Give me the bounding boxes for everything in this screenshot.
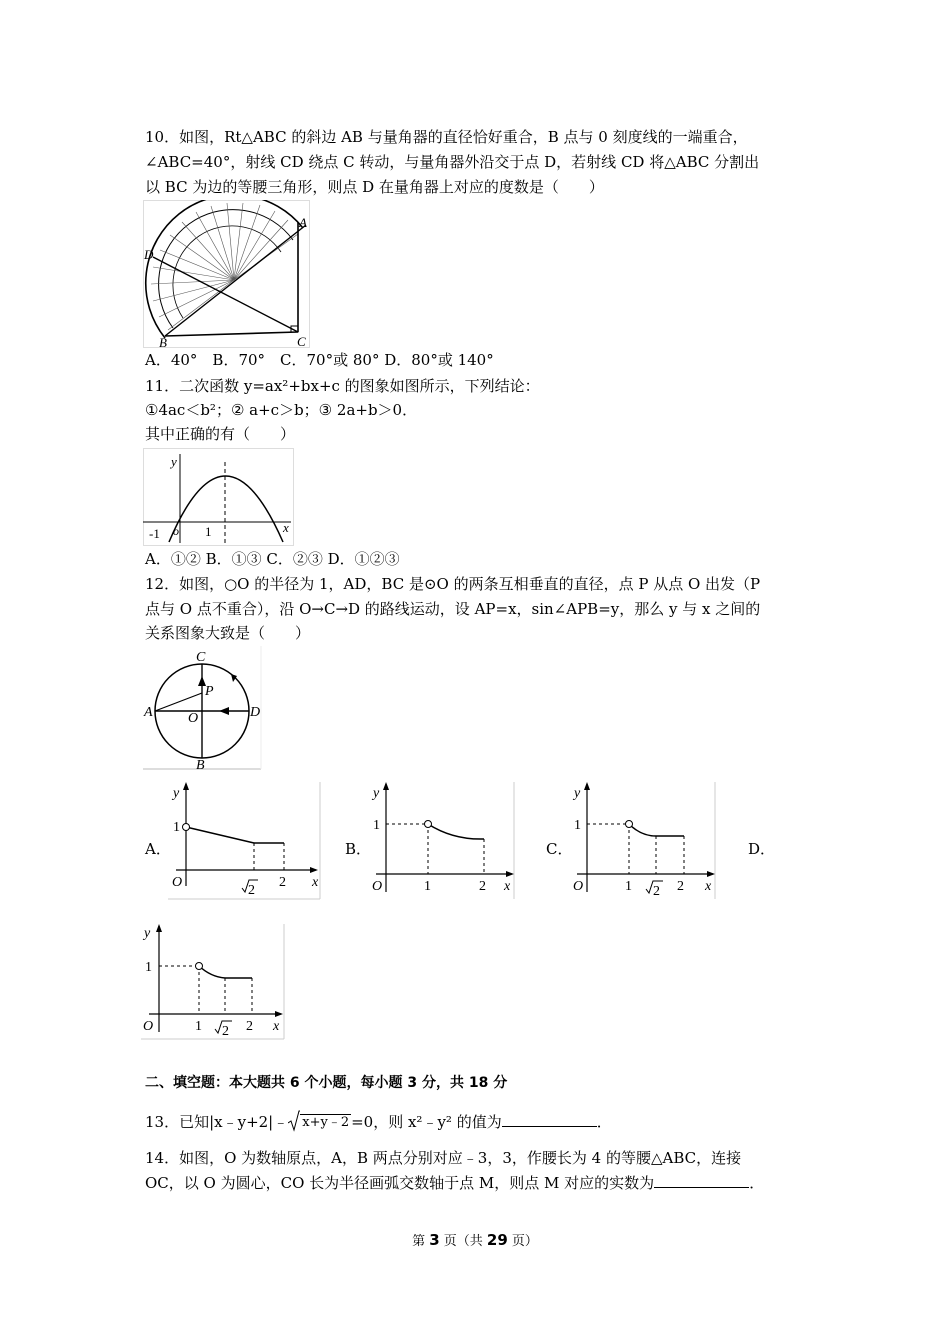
graph-c-tick-one: 1 bbox=[625, 879, 632, 894]
graph-d-root2: 2 bbox=[222, 1024, 229, 1039]
graph-b-tick-one: 1 bbox=[424, 879, 431, 894]
q11-line-3: 其中正确的有（ ） bbox=[145, 425, 296, 443]
q12-graph-d bbox=[141, 924, 287, 1040]
q13-end: ． bbox=[596, 1113, 612, 1131]
graph-b-two: 2 bbox=[479, 879, 486, 894]
q11-line-2: ①4ac＜b²；② a+c＞b；③ 2a+b＞0． bbox=[145, 401, 418, 419]
label-x: x bbox=[283, 520, 289, 535]
q14-line-2 bbox=[145, 1173, 764, 1193]
q14-line-1: 14．如图，O 为数轴原点，A，B 两点分别对应﹣3，3，作腰长为 4 的等腰△ABC，连接 bbox=[145, 1149, 742, 1167]
label-A: A bbox=[144, 705, 153, 720]
graph-a-x: x bbox=[312, 875, 319, 890]
label-C: C bbox=[297, 334, 306, 348]
label-D: D bbox=[250, 705, 261, 720]
q13-answer-blank[interactable] bbox=[502, 1112, 597, 1127]
q12-line-3: 关系图象大致是（ ） bbox=[145, 624, 311, 642]
footer-pre: 第 bbox=[412, 1234, 430, 1249]
section-2-title: 二、填空题：本大题共 6 个小题，每小题 3 分，共 18 分 bbox=[145, 1075, 508, 1091]
q10-line-2: ∠ABC=40°，射线 CD 绕点 C 转动，与量角器外沿交于点 D，若射线 CD 将△ABC 分割出 bbox=[145, 153, 760, 171]
label-P: P bbox=[205, 684, 214, 699]
q13-radicand: x+y﹣2 bbox=[302, 1115, 350, 1130]
label-origin: o bbox=[173, 524, 179, 538]
q12-option-c-label: C． bbox=[546, 840, 573, 858]
q12-graph-b bbox=[368, 782, 518, 900]
graph-c-x: x bbox=[705, 879, 712, 894]
graph-c-origin: O bbox=[573, 879, 584, 894]
graph-c-one: 1 bbox=[574, 818, 581, 833]
label-A: A bbox=[299, 215, 307, 230]
graph-d-tick-one: 1 bbox=[195, 1019, 202, 1034]
q11-line-1: 11．二次函数 y=ax²+bx+c 的图象如图所示，下列结论： bbox=[145, 377, 540, 395]
graph-a-one: 1 bbox=[173, 820, 180, 835]
graph-d-origin: O bbox=[143, 1019, 154, 1034]
graph-a-two: 2 bbox=[279, 875, 286, 890]
q12-option-b-label: B． bbox=[345, 840, 372, 858]
label-B: B bbox=[159, 335, 167, 348]
label-O: O bbox=[188, 711, 199, 726]
q12-circle-figure bbox=[143, 646, 263, 770]
footer-mid: 页（共 bbox=[439, 1234, 487, 1249]
graph-d-x: x bbox=[273, 1019, 280, 1034]
graph-d-y: y bbox=[144, 926, 151, 941]
q12-line-2: 点与 O 点不重合），沿 O→C→D 的路线运动，设 AP=x，sin∠APB=y，那么 y 与 x 之间的 bbox=[145, 600, 761, 618]
graph-b-one: 1 bbox=[373, 818, 380, 833]
graph-c-two: 2 bbox=[677, 879, 684, 894]
q13-line bbox=[145, 1112, 612, 1133]
footer-page-number: 3 bbox=[429, 1231, 440, 1249]
graph-b-origin: O bbox=[372, 879, 383, 894]
q10-protractor-figure bbox=[143, 200, 311, 348]
q12-option-a-label: A． bbox=[145, 840, 171, 858]
q12-option-d-label: D． bbox=[748, 840, 776, 858]
q12-line-1: 12．如图，○O 的半径为 1，AD，BC 是⊙O 的两条互相垂直的直径，点 P 从点 O 出发（P bbox=[145, 575, 761, 593]
q12-graph-c bbox=[569, 782, 719, 900]
graph-a-origin: O bbox=[172, 875, 183, 890]
label-minus-one: -1 bbox=[149, 526, 160, 541]
q12-graph-a bbox=[168, 782, 323, 900]
q13-suffix: =0，则 x²﹣y² 的值为 bbox=[351, 1113, 502, 1131]
label-D: D bbox=[144, 247, 154, 262]
page-footer bbox=[0, 1230, 950, 1249]
q13-sqrt bbox=[288, 1113, 351, 1133]
graph-d-two: 2 bbox=[246, 1019, 253, 1034]
graph-b-y: y bbox=[373, 786, 380, 801]
graph-d-one: 1 bbox=[145, 960, 152, 975]
q14-end: ． bbox=[749, 1174, 765, 1192]
footer-total-pages: 29 bbox=[486, 1231, 508, 1249]
graph-c-root2: 2 bbox=[653, 884, 660, 899]
q13-prefix: 13．已知|x﹣y+2|﹣ bbox=[145, 1113, 289, 1131]
q11-parabola-figure bbox=[143, 448, 295, 546]
protractor-ticks bbox=[151, 203, 298, 330]
q10-line-3: 以 BC 为边的等腰三角形，则点 D 在量角器上对应的度数是（ ） bbox=[145, 178, 604, 196]
label-C: C bbox=[196, 650, 206, 665]
label-one: 1 bbox=[205, 524, 212, 539]
label-y: y bbox=[171, 454, 177, 469]
graph-a-y: y bbox=[173, 786, 180, 801]
q14-line-2-text: OC，以 O 为圆心，CO 长为半径画弧交数轴于点 M，则点 M 对应的实数为 bbox=[145, 1174, 655, 1192]
footer-post: 页） bbox=[507, 1234, 538, 1249]
q10-line-1: 10．如图，Rt△ABC 的斜边 AB 与量角器的直径恰好重合，B 点与 0 刻度线的一端重合， bbox=[145, 128, 748, 146]
q14-answer-blank[interactable] bbox=[654, 1173, 749, 1188]
graph-c-y: y bbox=[574, 786, 581, 801]
q10-options: A．40° B．70° C．70°或 80° D．80°或 140° bbox=[145, 351, 494, 369]
q11-options: A．①② B．①③ C．②③ D．①②③ bbox=[145, 550, 400, 568]
graph-b-x: x bbox=[504, 879, 511, 894]
graph-a-root2: 2 bbox=[248, 883, 255, 898]
label-B: B bbox=[196, 758, 205, 770]
